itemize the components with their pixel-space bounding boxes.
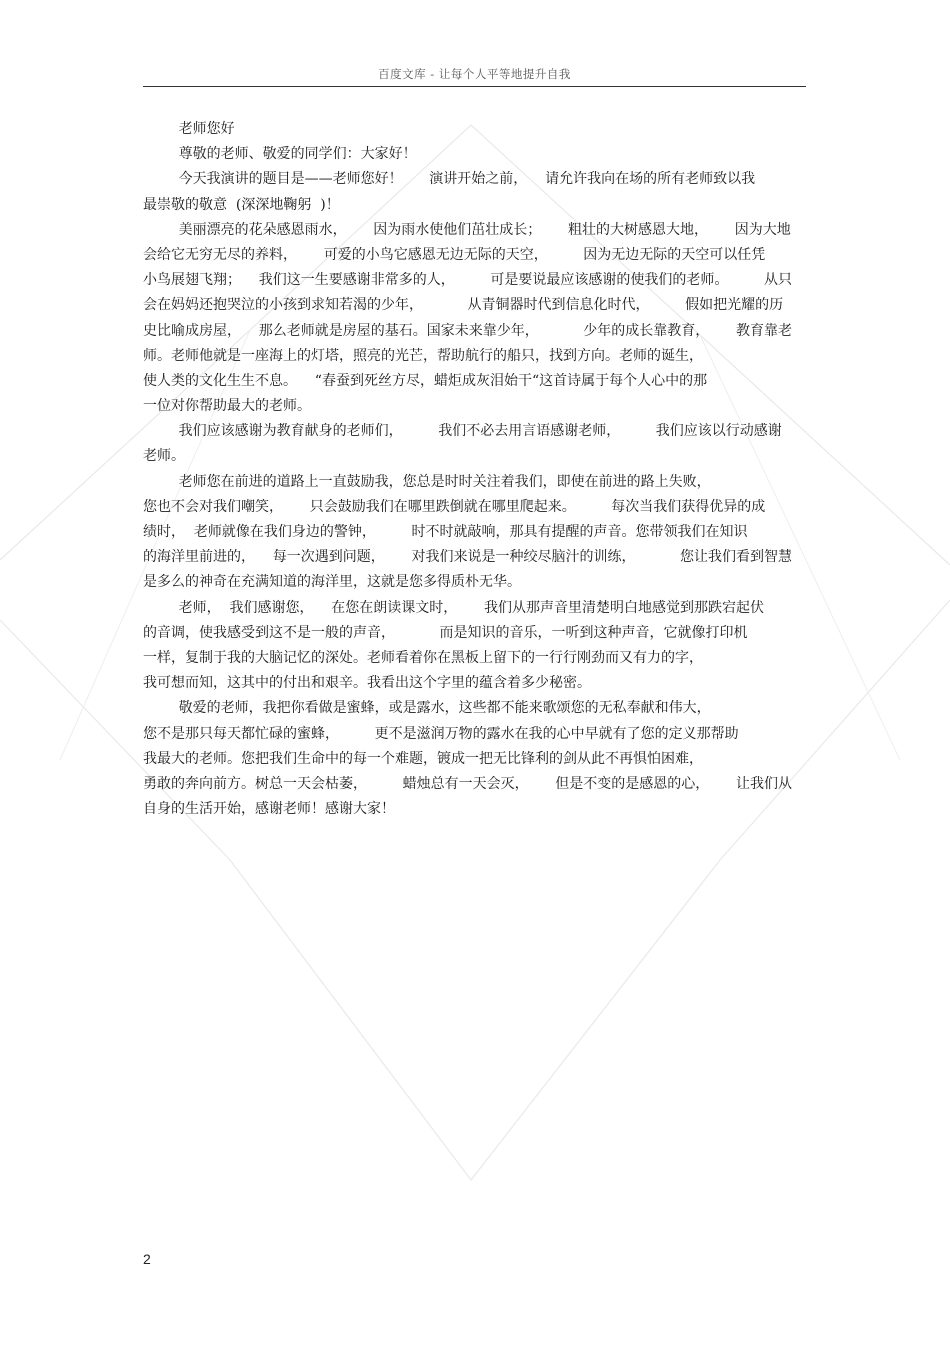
text-line: 的音调，使我感受到这不是一般的声音， 而是知识的音乐，一听到这种声音，它就像打印机 bbox=[143, 624, 748, 641]
text-line: 小鸟展翅飞翔； 我们这一生要感谢非常多的人， 可是要说最应该感谢的使我们的老师。 从只 bbox=[143, 272, 793, 289]
text-line: 一位对你帮助最大的老师。 bbox=[143, 398, 311, 415]
text-line: 我可想而知，这其中的付出和艰辛。我看出这个字里的蕴含着多少秘密。 bbox=[143, 675, 591, 692]
text-line: 最崇敬的敬意 (深深地鞠躬 )！ bbox=[143, 196, 340, 213]
text-line: 今天我演讲的题目是——老师您好！ 演讲开始之前， 请允许我向在场的所有老师致以我 bbox=[143, 171, 756, 188]
text-line: 美丽漂亮的花朵感恩雨水， 因为雨水使他们茁壮成长； 粗壮的大树感恩大地， 因为大地 bbox=[143, 221, 791, 238]
text-line: 史比喻成房屋， 那么老师就是房屋的基石。国家未来靠少年， 少年的成长靠教育， 教育靠老 bbox=[143, 322, 793, 339]
text-line: 是多么的神奇在充满知道的海洋里，这就是您多得质朴无华。 bbox=[143, 574, 521, 591]
text-line: 我最大的老师。您把我们生命中的每一个难题，镀成一把无比锋利的剑从此不再惧怕困难， bbox=[143, 750, 703, 767]
text-line: 老师。 bbox=[143, 448, 185, 465]
text-line: 我们应该感谢为教育献身的老师们， 我们不必去用言语感谢老师， 我们应该以行动感谢 bbox=[143, 423, 782, 440]
text-line: 绩时， 老师就像在我们身边的警钟， 时不时就敲响，那具有提醒的声音。您带领我们在知识 bbox=[143, 524, 748, 540]
text-line: 您不是那只每天都忙碌的蜜蜂， 更不是滋润万物的露水在我的心中早就有了您的定义那帮助 bbox=[143, 725, 739, 742]
text-line: 尊敬的老师、敬爱的同学们：大家好！ bbox=[143, 146, 417, 163]
text-line: 老师您在前进的道路上一直鼓励我，您总是时时关注着我们，即使在前进的路上失败， bbox=[143, 473, 711, 490]
text-line: 师。老师他就是一座海上的灯塔，照亮的光芒，帮助航行的船只，找到方向。老师的诞生， bbox=[143, 347, 703, 364]
text-line: 一样，复制于我的大脑记忆的深处。老师看着你在黑板上留下的一行行刚劲而又有力的字， bbox=[143, 649, 703, 666]
text-line: 勇敢的奔向前方。树总一天会枯萎， 蜡烛总有一天会灭， 但是不变的是感恩的心， 让我们从 bbox=[143, 775, 793, 792]
document-body bbox=[143, 117, 808, 822]
text-line: 会给它无穷无尽的养料， 可爱的小鸟它感恩无边无际的天空， 因为无边无际的天空可以任凭 bbox=[143, 246, 766, 263]
text-line: 的海洋里前进的， 每一次遇到问题， 对我们来说是一种绞尽脑汁的训练， 您让我们看到智慧 bbox=[143, 549, 793, 566]
text-line: 会在妈妈还抱哭泣的小孩到求知若渴的少年， 从青铜器时代到信息化时代， 假如把光耀的历 bbox=[143, 297, 784, 314]
page-number: 2 bbox=[143, 1251, 151, 1267]
text-line: 老师， 我们感谢您， 在您在朗读课文时， 我们从那声音里清楚明白地感觉到那跌宕起伏 bbox=[143, 599, 765, 616]
text-line: 您也不会对我们嘲笑， 只会鼓励我们在哪里跌倒就在哪里爬起来。 每次当我们获得优异的成 bbox=[143, 498, 766, 515]
page-header: 百度文库 - 让每个人平等地提升自我 bbox=[143, 66, 806, 87]
text-line: 使人类的文化生生不息。 “春蚕到死丝方尽，蜡炬成灰泪始干“这首诗属于每个人心中的那 bbox=[143, 372, 708, 389]
text-line: 敬爱的老师，我把你看做是蜜蜂，或是露水，这些都不能来歌颂您的无私奉献和伟大， bbox=[143, 700, 711, 717]
text-line: 自身的生活开始，感谢老师！感谢大家！ bbox=[143, 801, 395, 818]
text-line: 老师您好 bbox=[143, 121, 235, 137]
